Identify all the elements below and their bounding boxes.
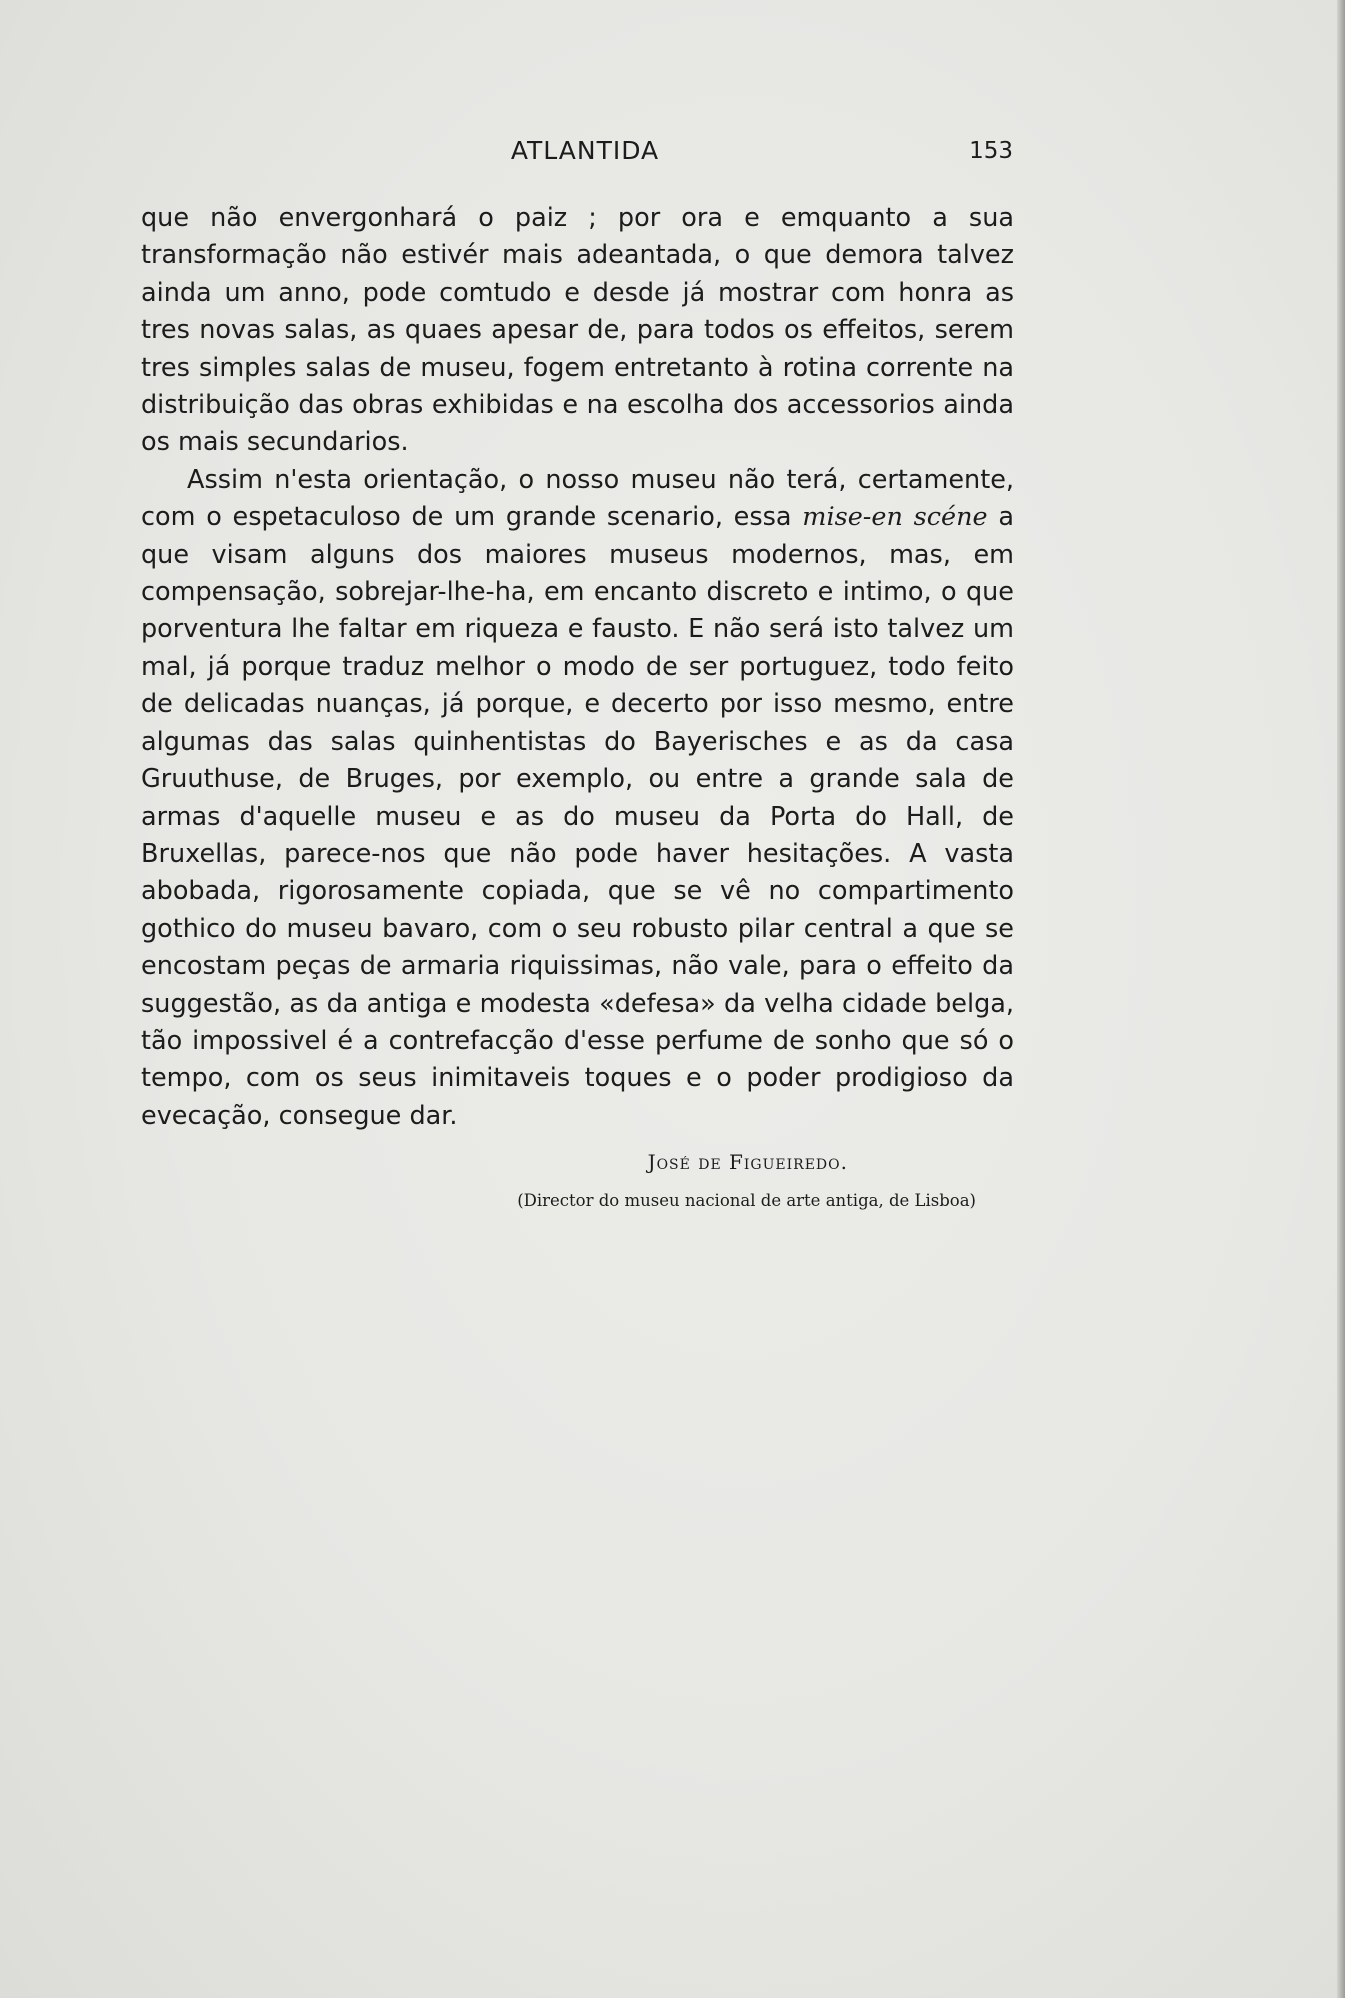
paragraph-2-text-start: Assim n'esta orientação, o nosso museu não terá, certamente, com o espetaculoso de um grande scenario, essa <box>141 464 1014 533</box>
paragraph-1: que não envergonhará o paiz ; por ora e emquanto a sua transformação não estivér mais adeantada, o que demora talvez ainda um anno, pode comtudo e desde já mostrar com honra as tres novas salas, as quaes apesar de, para todos os effeitos, serem tres simples salas de museu, fogem entretanto à rotina corrente na distribuição das obras exhibidas e na escolha dos accessorios ainda os mais secundarios. <box>141 203 1014 458</box>
page-edge <box>1337 0 1345 1998</box>
running-title: ATLANTIDA <box>510 136 660 165</box>
paragraph-2-text-end: a que visam alguns dos maiores museus modernos, mas, em compensação, sobrejar-lhe-ha, em encanto discreto e intimo, o que porventura lhe faltar em riqueza e fausto. E não será isto talvez um mal, já porque traduz melhor o modo de ser portuguez, todo feito de delicadas nuanças, já porque, e decerto por isso mesmo, entre algumas das salas quinhentistas do Bayerisches e as da casa Gruuthuse, de Bruges, por exemplo, ou entre a grande sala de armas d'aquelle museu e as do museu da Porta do Hall, de Bruxellas, parece-nos que não pode haver hesitações. A vasta abobada, rigorosamente copiada, que se vê no compartimento gothico do museu bavaro, com o seu robusto pilar central a que se encostam peças de armaria riquissimas, não vale, para o effeito da suggestão, as da antiga e modesta «defesa» da velha cidade belga, tão impossivel é a contrefacção d'esse perfume de sonho que só o tempo, com os seus inimitaveis toques e o poder prodigioso da evecação, consegue dar. <box>141 502 1014 1131</box>
author-affiliation: (Director do museu nacional de arte antiga, de Lisboa) <box>517 1191 976 1210</box>
page-header <box>145 136 1025 172</box>
italic-phrase: mise-en scéne <box>802 502 988 533</box>
body-text <box>141 200 1014 1135</box>
paragraph-2 <box>141 462 1014 1135</box>
author-signature: José de Figueiredo. <box>647 1150 848 1174</box>
page-number: 153 <box>969 138 1013 164</box>
